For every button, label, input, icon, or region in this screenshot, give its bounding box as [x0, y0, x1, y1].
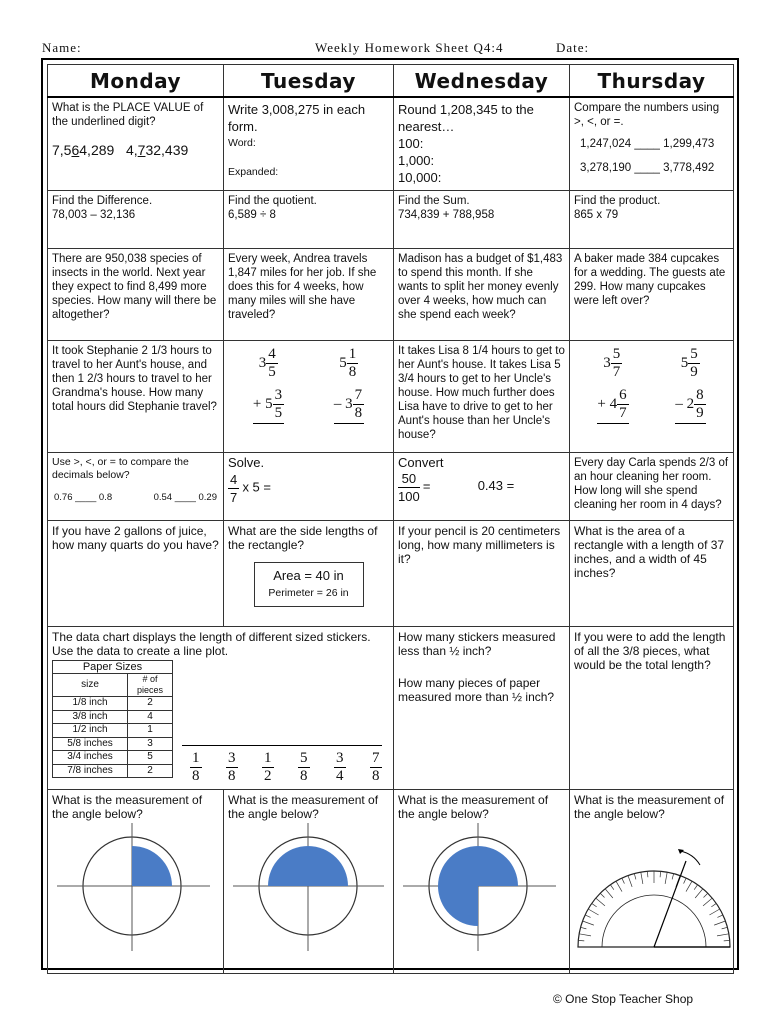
count-value: 2	[128, 764, 173, 778]
angle-ray	[654, 861, 686, 947]
place-value-cell	[48, 97, 224, 190]
angle-cell-wednesday	[394, 789, 570, 973]
protractor-inner-arc	[602, 895, 706, 947]
count-value: 4	[128, 710, 173, 724]
protractor-tick	[641, 872, 643, 884]
line-plot	[182, 745, 382, 782]
size-value: 7/8 inches	[53, 764, 128, 778]
stephanie-word-problem: It took Stephanie 2 1/3 hours to travel to her Aunt's house, and then 1 2/3 hours to travel to her Grandma's house. How many total hours did Stephanie travel?	[48, 340, 224, 452]
protractor-tick	[596, 898, 605, 906]
quotient-expression: 6,589 ÷ 8	[228, 208, 276, 221]
protractor-tick	[695, 888, 703, 897]
protractor-tick	[583, 921, 594, 925]
protractor-tick	[717, 933, 729, 935]
round-hundred: 100:	[398, 136, 424, 151]
protractor-tick	[622, 878, 625, 883]
protractor-tick	[579, 933, 591, 935]
shaded-angle	[438, 846, 518, 926]
protractor-tick	[703, 898, 712, 906]
pencil-question: If your pencil is 20 centimeters long, how many millimeters is it?	[394, 520, 570, 626]
expanded-form-label: Expanded:	[228, 165, 279, 178]
stickers-less-half-question: How many stickers measured less than ½ inch?	[398, 629, 556, 658]
mixed-numbers-thursday	[570, 340, 734, 452]
plot-label: $\frac{1}{2}$	[264, 749, 272, 784]
write-forms-question: Write 3,008,275 in each form.	[228, 102, 366, 134]
plot-label: $\frac{3}{4}$	[336, 749, 344, 784]
rectangle-perimeter: Perimeter = 26 in	[268, 586, 349, 599]
count-value: 3	[128, 737, 173, 751]
mixed-number: 3 $\frac{5}{7}$	[603, 345, 621, 380]
size-value: 1/8 inch	[53, 697, 128, 711]
word-form-label: Word:	[228, 137, 256, 149]
paper-more-half-question: How many pieces of paper measured more than ½ inch?	[398, 675, 555, 704]
plot-label: $\frac{5}{8}$	[300, 749, 308, 784]
mixed-number: 5 $\frac{5}{9}$	[680, 345, 698, 380]
carla-word-problem: Every day Carla spends 2/3 of an hour cleaning her room. How long will she spend cleaning her room in 4 days?	[570, 452, 734, 520]
decimal-comparisons: 0.76 ____ 0.8 0.54 ____ 0.29	[54, 491, 217, 503]
count-value: 5	[128, 751, 173, 765]
protractor-tick	[605, 888, 613, 897]
rectangle-area-question: What is the area of a rectangle with a length of 37 inches, and a width of 45 inches?	[570, 520, 734, 626]
angle-question: What is the measurement of the angle below?	[228, 792, 379, 821]
total-length-question: If you were to add the length of all the 3/8 pieces, what would be the total length?	[570, 626, 734, 789]
line-plot-cell	[48, 626, 394, 789]
quarter-angle-diagram	[52, 821, 218, 955]
round-ten-thousand: 10,000:	[398, 170, 442, 185]
mixed-numbers-tuesday	[224, 340, 394, 452]
protractor-diagram	[574, 821, 734, 955]
compare-decimals-question: Use >, <, or = to compare the decimals below?	[52, 455, 189, 481]
day-header-wednesday: Wednesday	[394, 65, 570, 98]
line-plot-intro: The data chart displays the length of different sized stickers. Use the data to create a line plot.	[52, 629, 371, 658]
compare-decimals-cell	[48, 452, 224, 520]
size-value: 1/2 inch	[53, 724, 128, 738]
place-value-numbers: 7,564,289 4,732,439	[52, 142, 189, 158]
count-value: 2	[128, 697, 173, 711]
paper-size-row	[53, 737, 173, 751]
shaded-angle	[132, 846, 172, 886]
convert-expression: $\frac{50}{100}$ = 0.43 =	[398, 470, 515, 504]
rounding-question: Round 1,208,345 to the nearest…	[398, 102, 534, 134]
protractor-tick	[610, 884, 613, 889]
difference-cell	[48, 190, 224, 248]
angle-question: What is the measurement of the angle below?	[574, 792, 725, 821]
day-header-monday: Monday	[48, 65, 224, 98]
insects-word-problem: There are 950,038 species of insects in the world. Next year they expect to find 8,499 more species. How many will there be altogether?	[48, 248, 224, 340]
paper-sizes-title: Paper Sizes	[53, 660, 173, 674]
mixed-number: + 5 $\frac{3}{5}$	[253, 387, 284, 424]
three-quarter-angle-diagram	[398, 821, 564, 955]
protractor-tick	[665, 872, 667, 884]
mixed-number: – 3 $\frac{7}{8}$	[334, 387, 364, 424]
protractor-tick	[711, 903, 716, 906]
footer-copyright: © One Stop Teacher Shop	[553, 992, 694, 1006]
lisa-word-problem: It takes Lisa 8 1/4 hours to get to her Aunt's house. It takes Lisa 5 3/4 hours to get to her Uncle's house. How much further does Lisa have to drive to get to her Aunt's house than her Uncle's house?	[394, 340, 570, 452]
product-expression: 865 x 79	[574, 208, 619, 221]
plot-label: $\frac{1}{8}$	[192, 749, 200, 784]
size-value: 5/8 inches	[53, 737, 128, 751]
protractor-tick	[592, 903, 597, 906]
difference-title: Find the Difference.	[52, 194, 153, 207]
baker-word-problem: A baker made 384 cupcakes for a wedding. The guests ate 299. How many cupcakes were left over?	[570, 248, 734, 340]
shaded-angle	[268, 846, 348, 886]
protractor-tick	[694, 884, 697, 889]
protractor-tick	[684, 878, 687, 883]
compare-numbers-cell	[570, 97, 734, 190]
half-angle-diagram	[228, 821, 388, 955]
mixed-number: – 2 $\frac{8}{9}$	[675, 387, 705, 424]
angle-cell-monday	[48, 789, 224, 973]
andrea-word-problem: Every week, Andrea travels 1,847 miles for her job. If she does this for 4 weeks, how many miles will she have traveled?	[224, 248, 394, 340]
rectangle-sides-cell	[224, 520, 394, 626]
day-header-tuesday: Tuesday	[224, 65, 394, 98]
size-value: 3/4 inches	[53, 751, 128, 765]
size-header: size	[53, 674, 128, 697]
place-value-question: What is the PLACE VALUE of the underlined digit?	[52, 102, 204, 128]
convert-cell	[394, 452, 570, 520]
compare-line-1: 1,247,024 ____ 1,299,473	[580, 138, 715, 150]
protractor-tick	[581, 927, 587, 929]
plot-label: $\frac{3}{8}$	[228, 749, 236, 784]
solve-expression: $\frac{4}{7}$ x 5 =	[230, 471, 271, 505]
sum-expression: 734,839 + 788,958	[398, 208, 495, 221]
mixed-number: 5 $\frac{1}{8}$	[339, 345, 357, 380]
angle-cell-thursday	[570, 789, 734, 973]
name-label: Name:	[42, 40, 82, 55]
rounding-cell	[394, 97, 570, 190]
angle-arc-arrow	[680, 851, 700, 865]
mixed-number: 3 $\frac{4}{5}$	[258, 345, 276, 380]
date-label: Date:	[556, 40, 590, 55]
homework-grid	[47, 64, 734, 974]
protractor-tick	[585, 914, 590, 917]
product-cell	[570, 190, 734, 248]
protractor-tick	[724, 940, 730, 941]
compare-question: Compare the numbers using >, <, or =.	[574, 102, 720, 128]
sum-title: Find the Sum.	[398, 194, 470, 207]
solve-title: Solve.	[228, 454, 265, 470]
mixed-number: + 4 $\frac{6}{7}$	[597, 387, 628, 424]
sum-cell	[394, 190, 570, 248]
convert-title: Convert	[398, 454, 444, 470]
protractor-tick	[588, 909, 598, 915]
write-forms-cell	[224, 97, 394, 190]
protractor-tick	[647, 871, 648, 877]
plot-label: $\frac{7}{8}$	[372, 749, 380, 784]
stickers-questions-cell	[394, 626, 570, 789]
protractor-tick	[634, 873, 636, 879]
protractor-tick	[660, 871, 661, 877]
protractor-tick	[703, 893, 707, 897]
protractor-tick	[616, 881, 622, 891]
paper-size-row	[53, 751, 173, 765]
protractor-tick	[717, 914, 722, 917]
paper-size-row	[53, 710, 173, 724]
paper-sizes-table	[52, 660, 173, 779]
day-header-thursday: Thursday	[570, 65, 734, 98]
protractor-tick	[714, 921, 725, 925]
protractor-tick	[722, 927, 728, 929]
protractor-tick	[709, 909, 719, 915]
madison-word-problem: Madison has a budget of $1,483 to spend this month. If she wants to split her money evenly over 4 weeks, how much can she spend each week?	[394, 248, 570, 340]
protractor-tick	[600, 893, 604, 897]
protractor-tick	[628, 875, 632, 886]
quotient-cell	[224, 190, 394, 248]
angle-cell-tuesday	[224, 789, 394, 973]
protractor-tick	[672, 873, 674, 879]
protractor-ticks	[578, 871, 730, 947]
angle-question: What is the measurement of the angle below?	[52, 792, 203, 821]
count-value: 1	[128, 724, 173, 738]
rectangle-area-box	[254, 562, 364, 607]
paper-size-row	[53, 697, 173, 711]
sheet-title: Weekly Homework Sheet Q4:4	[315, 40, 504, 55]
compare-line-2: 3,278,190 ____ 3,778,492	[580, 162, 715, 174]
rectangle-sides-question: What are the side lengths of the rectangle?	[228, 523, 378, 552]
solve-cell	[224, 452, 394, 520]
angle-question: What is the measurement of the angle below?	[398, 792, 549, 821]
gallons-question: If you have 2 gallons of juice, how many quarts do you have?	[48, 520, 224, 626]
product-title: Find the product.	[574, 194, 661, 207]
size-value: 3/8 inch	[53, 710, 128, 724]
paper-size-row	[53, 764, 173, 778]
round-thousand: 1,000:	[398, 153, 435, 168]
difference-expression: 78,003 – 32,136	[52, 208, 136, 221]
protractor-tick	[686, 881, 692, 891]
count-header: # of pieces	[128, 674, 173, 697]
homework-sheet	[41, 58, 739, 970]
rectangle-area: Area = 40 in	[273, 567, 344, 583]
quotient-title: Find the quotient.	[228, 194, 317, 207]
paper-size-row	[53, 724, 173, 738]
protractor-tick	[578, 940, 584, 941]
